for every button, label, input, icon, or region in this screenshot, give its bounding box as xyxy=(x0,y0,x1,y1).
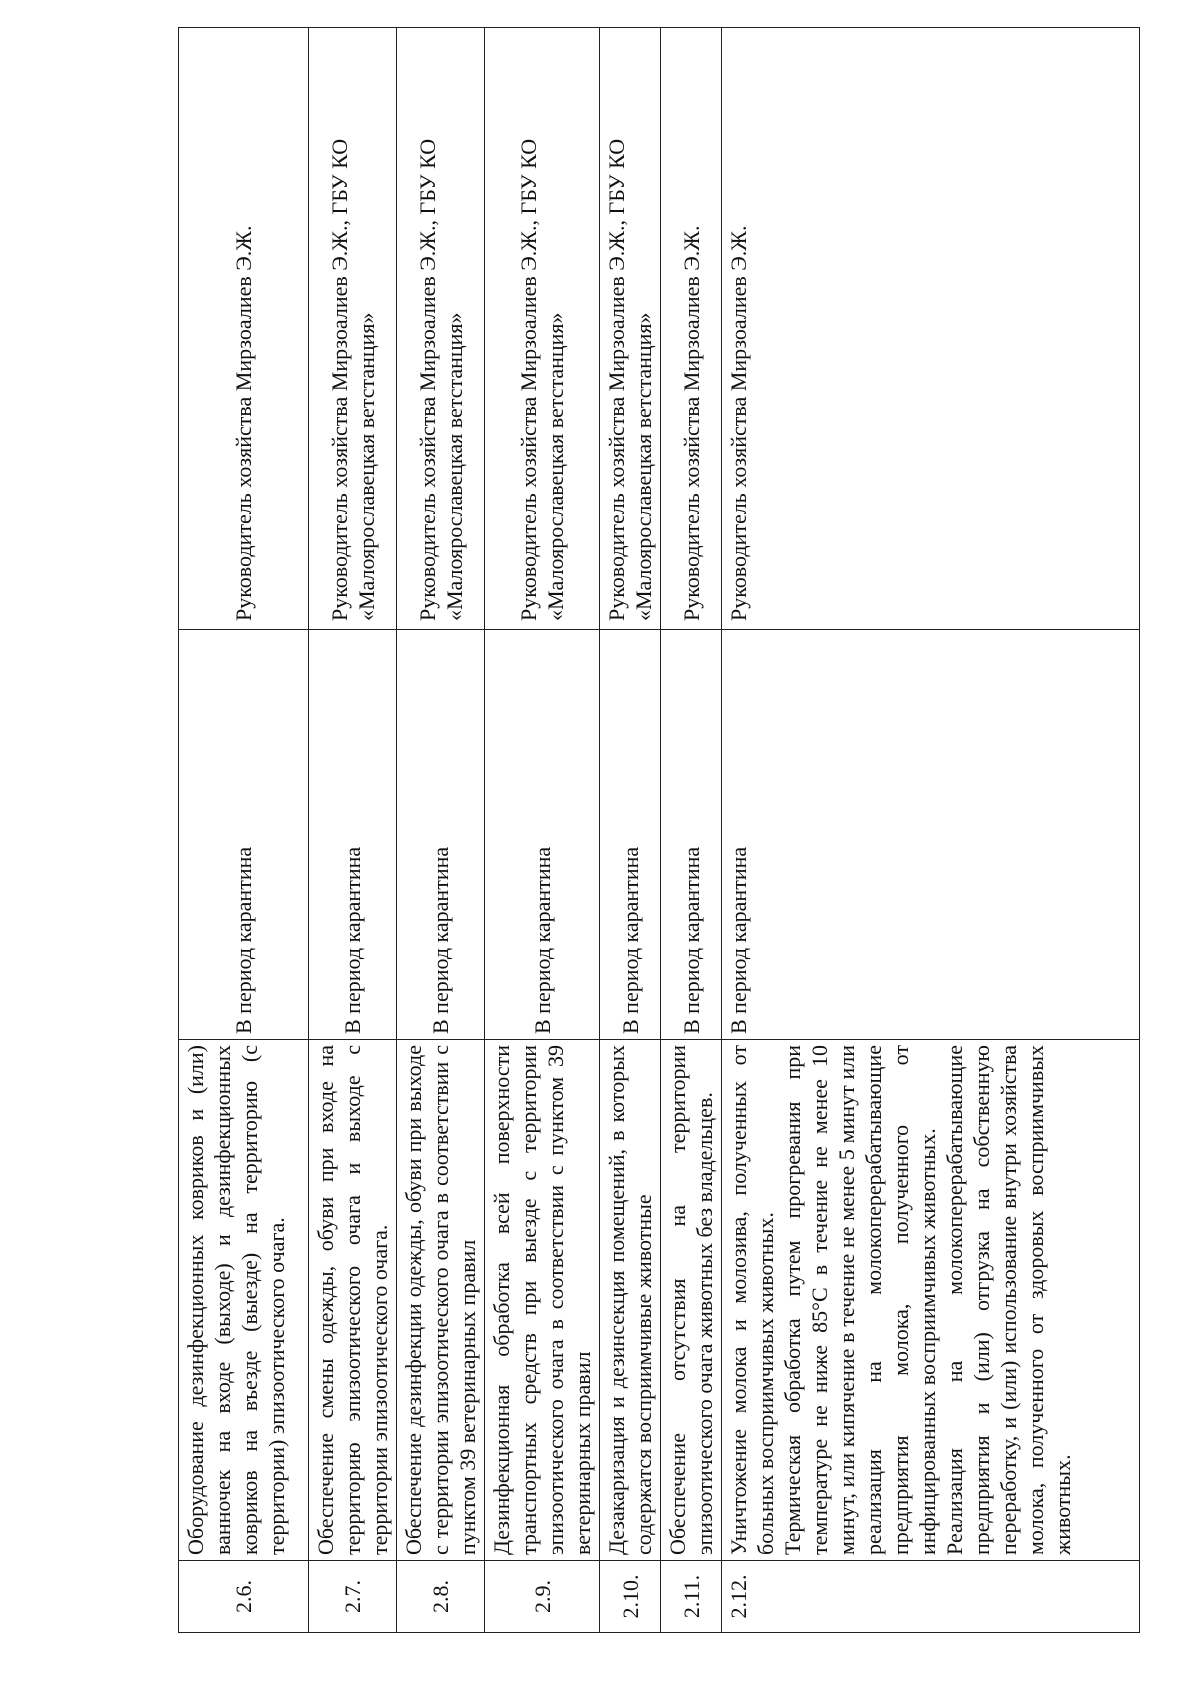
measure-responsible: Руководитель хозяйства Мирзоалиев Э.Ж. xyxy=(722,28,1140,630)
measure-description: Обеспечение смены одежды, обуви при входе на территорию эпизоотического очага и выходе с территории эпизоотического очага. xyxy=(309,1040,397,1561)
table-row xyxy=(309,28,397,1633)
table-row xyxy=(600,28,661,1633)
table-row xyxy=(397,28,485,1633)
measures-table xyxy=(178,27,1140,1633)
measure-responsible: Руководитель хозяйства Мирзоалиев Э.Ж. xyxy=(661,28,722,630)
measure-description: Обеспечение дезинфекции одежды, обуви при выходе с территории эпизоотического очага в соответствии с пунктом 39 ветеринарных правил xyxy=(397,1040,485,1561)
table-row xyxy=(661,28,722,1633)
row-number: 2.11. xyxy=(661,1561,722,1633)
measure-term: В период карантина xyxy=(179,630,309,1040)
row-number: 2.7. xyxy=(309,1561,397,1633)
table-row xyxy=(485,28,600,1633)
table-row xyxy=(722,28,1140,1633)
description-paragraph: Реализация на молокоперерабатывающие предприятия и (или) отгрузка на собственную переработку, и (или) использование внутри хозяйства молока, полученного от здоровых восприимчивых животных. xyxy=(942,1045,1075,1555)
measure-responsible: Руководитель хозяйства Мирзоалиев Э.Ж., ГБУ КО «Малоярославецкая ветстанция» xyxy=(397,28,485,630)
measure-description: Дезинфекционная обработка всей поверхности транспортных средств при выезде с территории эпизоотического очага в соответствии с пунктом 39 ветеринарных правил xyxy=(485,1040,600,1561)
measure-responsible: Руководитель хозяйства Мирзоалиев Э.Ж., ГБУ КО «Малоярославецкая ветстанция» xyxy=(309,28,397,630)
table-row xyxy=(179,28,309,1633)
row-number: 2.10. xyxy=(600,1561,661,1633)
measure-description: Дезакаризация и дезинсекция помещений, в которых содержатся восприимчивые животные xyxy=(600,1040,661,1561)
description-paragraph: Термическая обработка путем прогревания при температуре не ниже 85°С в течение не менее 10 минут, или кипячение в течение не менее 5 минут или реализация на молокоперерабатывающие предприятия молока, полученного от инфицированных восприимчивых животных. xyxy=(780,1045,940,1555)
measure-term: В период карантина xyxy=(600,630,661,1040)
measure-description: Обеспечение отсутствия на территории эпизоотического очага животных без владельцев. xyxy=(661,1040,722,1561)
measure-term: В период карантина xyxy=(397,630,485,1040)
measure-term: В период карантина xyxy=(722,630,1140,1040)
measure-term: В период карантина xyxy=(309,630,397,1040)
measure-description xyxy=(722,1040,1140,1561)
measure-term: В период карантина xyxy=(661,630,722,1040)
measure-responsible: Руководитель хозяйства Мирзоалиев Э.Ж. xyxy=(179,28,309,630)
row-number: 2.6. xyxy=(179,1561,309,1633)
rotated-table-page xyxy=(178,28,1140,1633)
row-number: 2.12. xyxy=(722,1561,1140,1633)
measure-responsible: Руководитель хозяйства Мирзоалиев Э.Ж., ГБУ КО «Малоярославецкая ветстанция» xyxy=(485,28,600,630)
measure-responsible: Руководитель хозяйства Мирзоалиев Э.Ж., ГБУ КО «Малоярославецкая ветстанция» xyxy=(600,28,661,630)
row-number: 2.9. xyxy=(485,1561,600,1633)
measure-description: Оборудование дезинфекционных ковриков и (или) ванночек на входе (выходе) и дезинфекционных ковриков на въезде (выезде) на территорию (с территории) эпизоотического очага. xyxy=(179,1040,309,1561)
description-paragraph: Уничтожение молока и молозива, полученных от больных восприимчивых животных. xyxy=(726,1045,778,1555)
measure-term: В период карантина xyxy=(485,630,600,1040)
row-number: 2.8. xyxy=(397,1561,485,1633)
